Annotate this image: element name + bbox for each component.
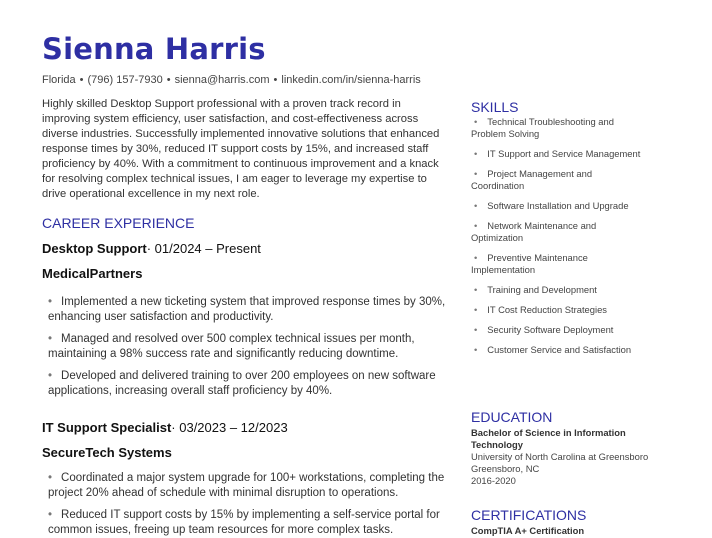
job-title xyxy=(42,420,288,435)
separator: • xyxy=(79,74,84,86)
school: University of North Carolina at Greensboro xyxy=(471,451,649,462)
separator: • xyxy=(273,74,278,86)
bullet-dot: • xyxy=(474,148,478,159)
separator: • xyxy=(166,74,171,86)
location: Florida xyxy=(42,74,76,86)
job-dates: · 03/2023 – 12/2023 xyxy=(171,420,288,435)
certifications-section-title: CERTIFICATIONS xyxy=(471,507,587,523)
skill-item: • IT Support and Service Management xyxy=(474,148,641,159)
job-bullets xyxy=(42,295,452,399)
education-section-title: EDUCATION xyxy=(471,409,553,425)
bullet-dot: • xyxy=(48,333,53,345)
bullet-dot: • xyxy=(474,252,478,263)
skills-list xyxy=(471,116,646,364)
certification-item: CompTIA A+ Certification xyxy=(471,525,585,536)
job-bullet: • Managed and resolved over 500 complex technical issues per month, maintaining a 98% success rate and significantly reducing downtime. xyxy=(48,333,415,360)
skill-item: • Training and Development xyxy=(474,284,597,295)
education-entry xyxy=(471,427,651,487)
bullet-dot: • xyxy=(474,116,478,127)
job-bullet: • Reduced IT support costs by 15% by implementing a self-service portal for common issues, freeing up team resources for more complex tasks. xyxy=(48,509,440,536)
bullet-dot: • xyxy=(474,220,478,231)
job-role: Desktop Support xyxy=(42,241,147,256)
job-dates: · 01/2024 – Present xyxy=(146,241,261,256)
bullet-dot: • xyxy=(48,296,53,308)
bullet-dot: • xyxy=(474,168,478,179)
school-location: Greensboro, NC xyxy=(471,463,540,474)
bullet-dot: • xyxy=(474,344,478,355)
skill-item: • Security Software Deployment xyxy=(474,324,614,335)
bullet-dot: • xyxy=(474,324,478,335)
company-name: MedicalPartners xyxy=(42,266,143,281)
bullet-dot: • xyxy=(474,284,478,295)
skill-item: • Network Maintenance and Optimization xyxy=(471,220,597,243)
education-dates: 2016-2020 xyxy=(471,475,516,486)
skills-section-title: SKILLS xyxy=(471,99,519,115)
job-bullet: • Developed and delivered training to over 200 employees on new software applications, increasing overall staff proficiency by 40%. xyxy=(48,370,436,397)
bullet-dot: • xyxy=(48,509,53,521)
job-bullets xyxy=(42,471,452,538)
job-bullet: • Coordinated a major system upgrade for 100+ workstations, completing the project 20% ahead of schedule with minimal disruption to operations. xyxy=(48,472,445,499)
skill-item: • Technical Troubleshooting and Problem Solving xyxy=(471,116,614,139)
contact-line xyxy=(42,74,421,86)
experience-section-title: CAREER EXPERIENCE xyxy=(42,215,195,231)
bullet-dot: • xyxy=(474,304,478,315)
job-role: IT Support Specialist xyxy=(42,420,172,435)
email-link[interactable]: sienna@harris.com xyxy=(174,74,270,86)
job-title xyxy=(42,241,261,256)
company-name: SecureTech Systems xyxy=(42,445,172,460)
skill-item: • Customer Service and Satisfaction xyxy=(474,344,632,355)
skill-item: • Software Installation and Upgrade xyxy=(474,200,629,211)
skill-item: • IT Cost Reduction Strategies xyxy=(474,304,607,315)
phone: (796) 157-7930 xyxy=(87,74,163,86)
bullet-dot: • xyxy=(474,200,478,211)
summary-paragraph: Highly skilled Desktop Support professional with a proven track record in improving system efficiency, user satisfaction, and cost-effectiveness across diverse industries. Successfully implemented innovative solutions that enhanced response times by 30%, reduced IT support costs by 15%, and increased staff proficiency by 40%. With a commitment to continuous improvement and a knack for resolving complex technical issues, I am eager to leverage my expertise to drive operational excellence in my next role. xyxy=(42,98,440,200)
bullet-dot: • xyxy=(48,370,53,382)
linkedin-link[interactable]: linkedin.com/in/sienna-harris xyxy=(281,74,421,86)
skill-item: • Project Management and Coordination xyxy=(471,168,593,191)
degree: Bachelor of Science in Information Technology xyxy=(471,427,626,450)
bullet-dot: • xyxy=(48,472,53,484)
job-bullet: • Implemented a new ticketing system that improved response times by 30%, enhancing user satisfaction and productivity. xyxy=(48,296,446,323)
skill-item: • Preventive Maintenance Implementation xyxy=(471,252,588,275)
candidate-name: Sienna Harris xyxy=(42,32,266,66)
